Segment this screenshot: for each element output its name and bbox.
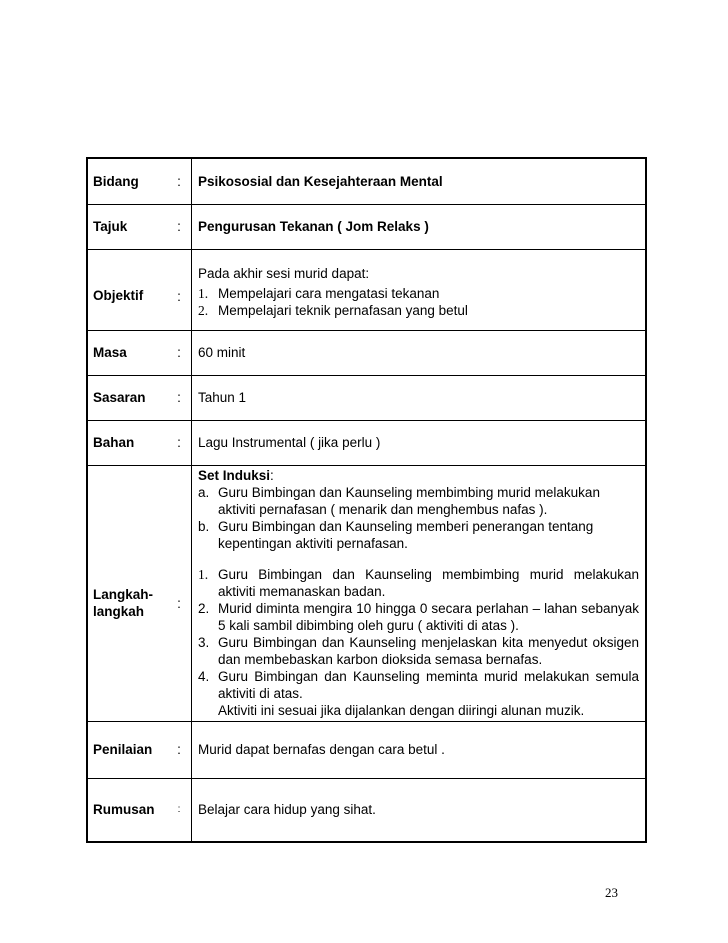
colon-bidang: : bbox=[167, 158, 192, 204]
step-item-num: 4. bbox=[198, 668, 210, 684]
set-induksi-item-text: Guru Bimbingan dan Kaunseling memberi penerangan tentang kepentingan aktiviti pernafasan. bbox=[218, 518, 594, 551]
step-item-text: Guru Bimbingan dan Kaunseling membimbing murid melakukan aktiviti memanaskan badan. bbox=[218, 566, 639, 599]
colon-bahan: : bbox=[167, 420, 192, 465]
colon-sasaran: : bbox=[167, 375, 192, 420]
objektif-item bbox=[198, 302, 639, 319]
colon-rumusan: : bbox=[167, 778, 192, 842]
value-bahan: Lagu Instrumental ( jika perlu ) bbox=[192, 420, 647, 465]
colon-penilaian: : bbox=[167, 721, 192, 778]
step-item bbox=[198, 668, 639, 702]
closing-note: Aktiviti ini sesuai jika dijalankan dengan diiringi alunan muzik. bbox=[218, 702, 585, 718]
label-langkah bbox=[87, 465, 167, 721]
value-masa: 60 minit bbox=[192, 330, 647, 375]
value-tajuk: Pengurusan Tekanan ( Jom Relaks ) bbox=[192, 204, 647, 249]
label-langkah-line2: langkah bbox=[93, 604, 145, 619]
label-sasaran: Sasaran bbox=[87, 375, 167, 420]
set-induksi-item bbox=[198, 518, 639, 552]
set-induksi-title: Set Induksi bbox=[198, 467, 271, 483]
label-rumusan: Rumusan bbox=[87, 778, 167, 842]
label-penilaian: Penilaian bbox=[87, 721, 167, 778]
step-item bbox=[198, 600, 639, 634]
set-induksi-item-num: a. bbox=[198, 484, 210, 500]
row-bahan bbox=[87, 420, 646, 465]
objektif-item-text: Mempelajari teknik pernafasan yang betul bbox=[218, 303, 468, 318]
value-sasaran: Tahun 1 bbox=[192, 375, 647, 420]
set-induksi-colon: : bbox=[270, 467, 274, 483]
objektif-item-text: Mempelajari cara mengatasi tekanan bbox=[218, 286, 440, 301]
page-number: 23 bbox=[605, 885, 618, 900]
row-bidang bbox=[87, 158, 646, 204]
value-penilaian: Murid dapat bernafas dengan cara betul . bbox=[192, 721, 647, 778]
steps-list bbox=[198, 566, 639, 702]
step-item bbox=[198, 566, 639, 600]
content-objektif bbox=[192, 249, 647, 330]
set-induksi-list bbox=[198, 484, 639, 552]
content-langkah bbox=[192, 465, 647, 721]
row-penilaian bbox=[87, 721, 646, 778]
label-objektif: Objektif bbox=[87, 249, 167, 330]
colon-langkah: : bbox=[167, 465, 192, 721]
row-sasaran bbox=[87, 375, 646, 420]
step-item-text: Murid diminta mengira 10 hingga 0 secara perlahan – lahan sebanyak 5 kali sambil dibimbing oleh guru ( aktiviti di atas ). bbox=[218, 600, 639, 633]
step-item-num: 2. bbox=[198, 600, 210, 616]
label-masa: Masa bbox=[87, 330, 167, 375]
step-item-num: 3. bbox=[198, 634, 210, 650]
row-objektif bbox=[87, 249, 646, 330]
row-tajuk bbox=[87, 204, 646, 249]
row-masa bbox=[87, 330, 646, 375]
objektif-item-num: 2. bbox=[198, 303, 209, 318]
set-induksi-item-num: b. bbox=[198, 518, 210, 534]
label-bahan: Bahan bbox=[87, 420, 167, 465]
objektif-item-num: 1. bbox=[198, 286, 209, 301]
lesson-plan-table bbox=[86, 157, 647, 843]
objektif-list bbox=[198, 285, 639, 319]
set-induksi-item bbox=[198, 484, 639, 518]
colon-objektif: : bbox=[167, 249, 192, 330]
row-rumusan bbox=[87, 778, 646, 842]
step-item-text: Guru Bimbingan dan Kaunseling meminta murid melakukan semula aktiviti di atas. bbox=[218, 668, 639, 701]
value-rumusan: Belajar cara hidup yang sihat. bbox=[192, 778, 647, 842]
colon-masa: : bbox=[167, 330, 192, 375]
label-tajuk: Tajuk bbox=[87, 204, 167, 249]
set-induksi-heading bbox=[198, 467, 639, 484]
step-item bbox=[198, 634, 639, 668]
objektif-item bbox=[198, 285, 639, 302]
row-langkah bbox=[87, 465, 646, 721]
step-item-num: 1. bbox=[198, 566, 209, 582]
colon-tajuk: : bbox=[167, 204, 192, 249]
label-bidang: Bidang bbox=[87, 158, 167, 204]
objektif-intro: Pada akhir sesi murid dapat: bbox=[198, 266, 370, 281]
list-spacer bbox=[198, 552, 639, 566]
value-bidang: Psikososial dan Kesejahteraan Mental bbox=[192, 158, 647, 204]
label-langkah-line1: Langkah- bbox=[93, 587, 154, 602]
step-item-text: Guru Bimbingan dan Kaunseling menjelaskan kita menyedut oksigen dan membebaskan karbon dioksida semasa bernafas. bbox=[218, 634, 639, 667]
set-induksi-item-text: Guru Bimbingan dan Kaunseling membimbing murid melakukan aktiviti pernafasan ( menarik dan menghembus nafas ). bbox=[218, 484, 600, 517]
